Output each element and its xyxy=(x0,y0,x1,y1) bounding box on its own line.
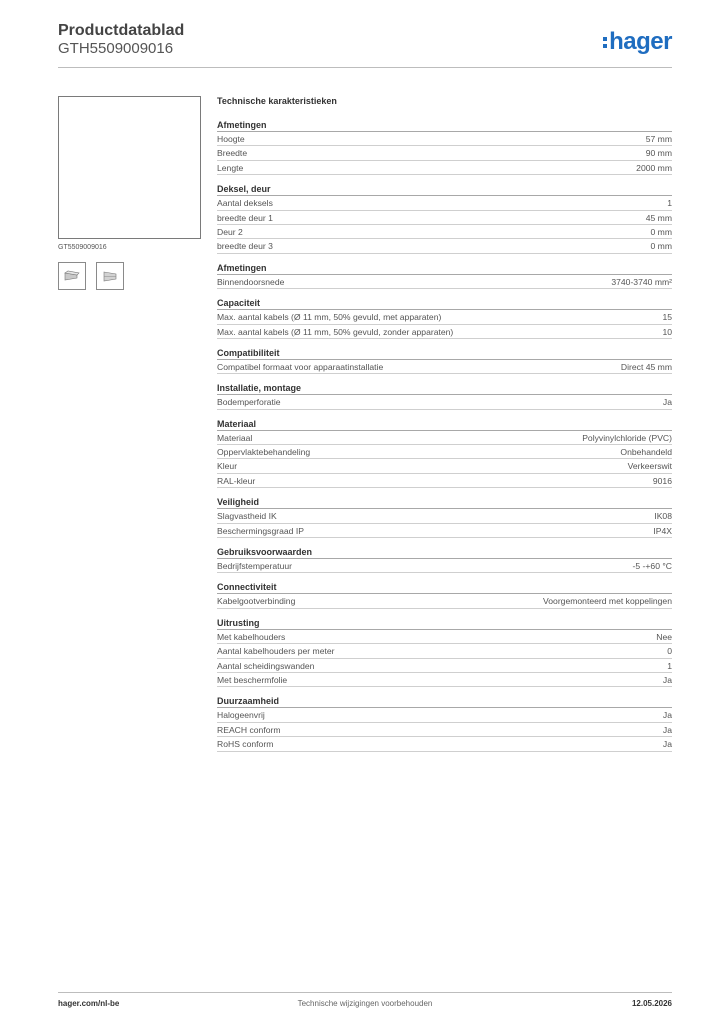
document-header xyxy=(58,22,672,68)
spec-value: 45 mm xyxy=(645,212,672,223)
spec-label: Max. aantal kabels (Ø 11 mm, 50% gevuld, zonder apparaten) xyxy=(217,326,454,337)
spec-label: Max. aantal kabels (Ø 11 mm, 50% gevuld, met apparaten) xyxy=(217,312,442,323)
spec-value: Direct 45 mm xyxy=(620,361,672,372)
product-thumbnail-icon xyxy=(100,266,120,286)
spec-row xyxy=(217,737,672,751)
spec-label: RoHS conform xyxy=(217,739,274,750)
section-title: Gebruiksvoorwaarden xyxy=(217,546,672,559)
spec-label: Bedrijfstemperatuur xyxy=(217,561,292,572)
spec-label: REACH conform xyxy=(217,724,281,735)
spec-row xyxy=(217,211,672,225)
spec-section xyxy=(217,382,672,409)
spec-label: breedte deur 1 xyxy=(217,212,273,223)
spec-section xyxy=(217,418,672,489)
spec-row xyxy=(217,395,672,409)
spec-row xyxy=(217,445,672,459)
spec-value: Nee xyxy=(656,631,672,642)
spec-label: Deur 2 xyxy=(217,226,243,237)
spec-section xyxy=(217,581,672,608)
spec-label: Oppervlaktebehandeling xyxy=(217,447,311,458)
spec-row xyxy=(217,239,672,253)
spec-row xyxy=(217,509,672,523)
spec-row xyxy=(217,132,672,146)
spec-label: Beschermingsgraad IP xyxy=(217,525,304,536)
spec-row xyxy=(217,310,672,324)
spec-row xyxy=(217,360,672,374)
spec-section xyxy=(217,617,672,688)
thumbnail-strip xyxy=(58,262,124,290)
spec-value: 0 xyxy=(667,646,672,657)
spec-row xyxy=(217,146,672,160)
spec-label: breedte deur 3 xyxy=(217,241,273,252)
spec-row xyxy=(217,161,672,175)
spec-label: Breedte xyxy=(217,148,248,159)
spec-value: 2000 mm xyxy=(636,162,672,173)
spec-sections xyxy=(217,119,672,752)
spec-value: IK08 xyxy=(654,511,672,522)
spec-label: Aantal deksels xyxy=(217,198,273,209)
spec-value: 90 mm xyxy=(645,148,672,159)
spec-label: Lengte xyxy=(217,162,244,173)
spec-row xyxy=(217,196,672,210)
spec-row xyxy=(217,474,672,488)
spec-value: Ja xyxy=(662,674,672,685)
page-title: Productdatablad xyxy=(58,22,185,39)
logo-text: hager xyxy=(609,28,672,55)
spec-label: Bodemperforatie xyxy=(217,397,281,408)
spec-value: 1 xyxy=(667,198,672,209)
spec-section xyxy=(217,183,672,254)
product-image xyxy=(58,96,201,239)
spec-label: Compatibel formaat voor apparaatinstallatie xyxy=(217,361,384,372)
spec-row xyxy=(217,673,672,687)
spec-value: Ja xyxy=(662,724,672,735)
spec-section xyxy=(217,297,672,339)
spec-section xyxy=(217,695,672,751)
spec-label: Met beschermfolie xyxy=(217,674,288,685)
product-thumbnail-icon xyxy=(62,266,82,286)
spec-value: 1 xyxy=(667,660,672,671)
spec-value: Onbehandeld xyxy=(620,447,672,458)
spec-row xyxy=(217,659,672,673)
spec-row xyxy=(217,275,672,289)
spec-value: IP4X xyxy=(653,525,672,536)
section-title: Deksel, deur xyxy=(217,183,672,196)
spec-label: Hoogte xyxy=(217,134,245,144)
logo-mark-icon xyxy=(603,31,607,53)
spec-value: Ja xyxy=(662,739,672,750)
spec-row xyxy=(217,431,672,445)
section-title: Installatie, montage xyxy=(217,382,672,395)
spec-value: 57 mm xyxy=(645,134,672,144)
spec-row xyxy=(217,559,672,573)
spec-section xyxy=(217,262,672,289)
spec-section xyxy=(217,496,672,538)
spec-label: Materiaal xyxy=(217,432,253,443)
spec-value: 10 xyxy=(662,326,672,337)
spec-section xyxy=(217,119,672,175)
spec-label: Kabelgootverbinding xyxy=(217,596,296,607)
spec-label: Binnendoorsnede xyxy=(217,276,285,287)
section-title: Afmetingen xyxy=(217,262,672,275)
spec-value: 15 xyxy=(662,312,672,323)
spec-section xyxy=(217,546,672,573)
product-code: GTH5509009016 xyxy=(58,40,174,57)
spec-label: Kleur xyxy=(217,461,238,472)
spec-label: RAL-kleur xyxy=(217,475,256,486)
document-footer xyxy=(58,992,672,1020)
footer-website-link[interactable]: hager.com/nl-be xyxy=(58,999,120,1008)
section-title: Connectiviteit xyxy=(217,581,672,594)
spec-section xyxy=(217,347,672,374)
image-caption: GT5509009016 xyxy=(58,244,107,251)
section-title: Capaciteit xyxy=(217,297,672,310)
spec-value: Ja xyxy=(662,397,672,408)
spec-label: Aantal kabelhouders per meter xyxy=(217,646,335,657)
spec-row xyxy=(217,708,672,722)
spec-row xyxy=(217,225,672,239)
section-title: Duurzaamheid xyxy=(217,695,672,708)
hager-logo xyxy=(603,28,672,56)
spec-label: Slagvastheid IK xyxy=(217,511,277,522)
section-title: Materiaal xyxy=(217,418,672,431)
section-title: Veiligheid xyxy=(217,496,672,509)
specs-heading: Technische karakteristieken xyxy=(217,96,337,106)
section-title: Afmetingen xyxy=(217,119,672,132)
footer-date: 12.05.2026 xyxy=(631,999,672,1008)
spec-value: 3740-3740 mm² xyxy=(611,276,672,287)
spec-value: Verkeerswit xyxy=(627,461,672,472)
spec-label: Met kabelhouders xyxy=(217,631,286,642)
spec-value: 9016 xyxy=(652,475,672,486)
spec-value: Polyvinylchloride (PVC) xyxy=(582,432,672,443)
spec-row xyxy=(217,594,672,608)
spec-label: Aantal scheidingswanden xyxy=(217,660,315,671)
footer-notice: Technische wijzigingen voorbehouden xyxy=(297,999,433,1008)
spec-row xyxy=(217,630,672,644)
spec-row xyxy=(217,524,672,538)
technical-specifications xyxy=(217,95,672,752)
thumbnail-1[interactable] xyxy=(58,262,86,290)
thumbnail-2[interactable] xyxy=(96,262,124,290)
spec-value: Voorgemonteerd met koppelingen xyxy=(543,596,672,607)
spec-row xyxy=(217,325,672,339)
spec-value: Ja xyxy=(662,710,672,721)
spec-value: 0 mm xyxy=(650,241,672,252)
spec-row xyxy=(217,644,672,658)
spec-row xyxy=(217,459,672,473)
spec-value: 0 mm xyxy=(650,226,672,237)
spec-label: Halogeenvrij xyxy=(217,710,265,721)
spec-value: -5 -+60 °C xyxy=(632,561,672,572)
section-title: Compatibiliteit xyxy=(217,347,672,360)
spec-row xyxy=(217,723,672,737)
section-title: Uitrusting xyxy=(217,617,672,630)
